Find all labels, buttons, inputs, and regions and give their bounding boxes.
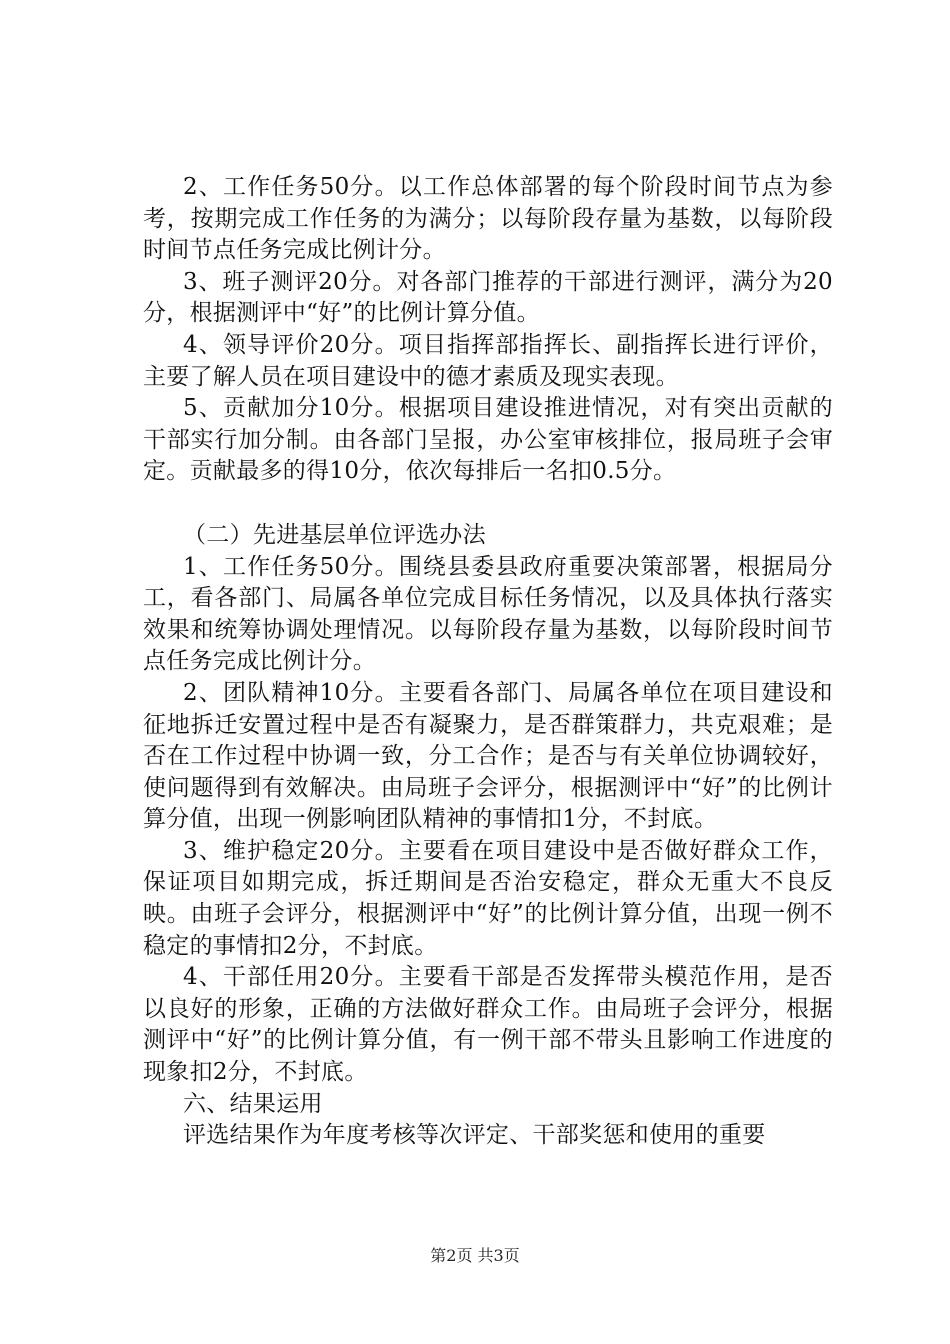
document-body xyxy=(143,172,833,1152)
page-number-footer: 第2页 共3页 xyxy=(430,1246,520,1265)
paragraph-contribution-bonus: 5、贡献加分10分。根据项目建设推进情况，对有突出贡献的干部实行加分制。由各部门呈报，办公室审核排位，报局班子会审定。贡献最多的得10分，依次每排后一名扣0.5分。 xyxy=(143,395,833,485)
paragraph-team-evaluation: 3、班子测评20分。对各部门推荐的干部进行测评，满分为20分，根据测评中“好”的比例计算分值。 xyxy=(143,268,833,327)
paragraph-result-use: 评选结果作为年度考核等次评定、干部奖惩和使用的重要 xyxy=(183,1122,766,1149)
paragraph-cadre-appointment: 4、干部任用20分。主要看干部是否发挥带头模范作用，是否以良好的形象，正确的方法做好群众工作。由局班子会评分，根据测评中“好”的比例计算分值，有一例干部不带头且影响工作进度的现象扣2分，不封底。 xyxy=(143,964,833,1086)
paragraph-leader-evaluation: 4、领导评价20分。项目指挥部指挥长、副指挥长进行评价，主要了解人员在项目建设中的德才素质及现实表现。 xyxy=(143,331,833,390)
paragraph-spacer xyxy=(143,488,833,520)
section-heading-advanced-units: （二）先进基层单位评选办法 xyxy=(183,521,486,548)
paragraph-maintain-stability: 3、维护稳定20分。主要看在项目建设中是否做好群众工作，保证项目如期完成，拆迁期间是否治安稳定，群众无重大不良反映。由班子会评分，根据测评中“好”的比例计算分值，出现一例不稳定的事情扣2分，不封底。 xyxy=(143,837,833,959)
paragraph-unit-work-task: 1、工作任务50分。围绕县委县政府重要决策部署，根据局分工，看各部门、局属各单位完成目标任务情况，以及具体执行落实效果和统筹协调处理情况。以每阶段存量为基数，以每阶段时间节点任务完成比例计分。 xyxy=(143,553,833,675)
paragraph-team-spirit: 2、团队精神10分。主要看各部门、局属各单位在项目建设和征地拆迁安置过程中是否有凝聚力，是否群策群力，共克艰难；是否在工作过程中协调一致，分工合作；是否与有关单位协调较好，使问题得到有效解决。由局班子会评分，根据测评中“好”的比例计算分值，出现一例影响团队精神的事情扣1分，不封底。 xyxy=(143,679,833,833)
paragraph-work-task: 2、工作任务50分。以工作总体部署的每个阶段时间节点为参考，按期完成工作任务的为满分；以每阶段存量为基数，以每阶段时间节点任务完成比例计分。 xyxy=(143,174,833,264)
section-heading-result-use: 六、结果运用 xyxy=(183,1090,323,1117)
